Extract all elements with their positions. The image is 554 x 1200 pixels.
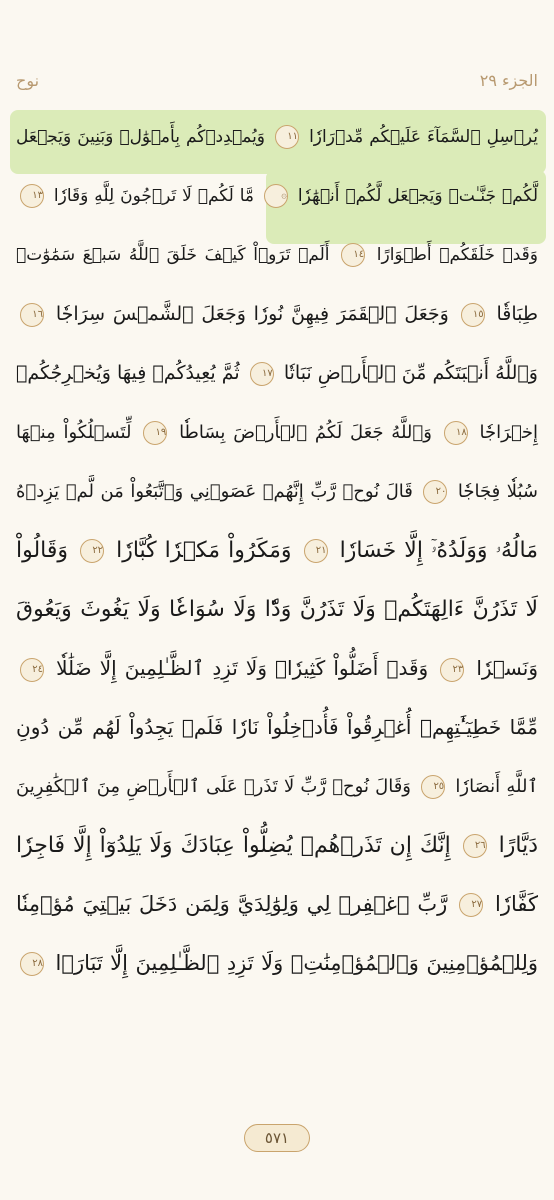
verse-text: سُبُلٗا فِجَاجٗا bbox=[457, 481, 538, 502]
verse-text: وَقَالُواْ bbox=[16, 538, 69, 563]
text-line[interactable] bbox=[16, 875, 538, 934]
verse-text: كَفَّارٗا bbox=[494, 892, 538, 916]
verse-text: وَمَكَرُواْ مَكۡرٗا كُبَّارٗا bbox=[116, 538, 292, 563]
text-line[interactable] bbox=[16, 108, 538, 167]
verse-text: ٱللَّهِ أَنصَارٗا bbox=[455, 776, 538, 797]
text-line[interactable] bbox=[16, 816, 538, 875]
verse-end-marker: ١٨ bbox=[444, 421, 468, 445]
verse-text: مَّا لَكُمۡ لَا تَرۡجُونَ لِلَّهِ وَقَارٗا bbox=[53, 186, 255, 206]
verse-end-marker: ١٧ bbox=[250, 362, 274, 386]
page-header bbox=[16, 66, 538, 94]
verse-end-marker: ٢٤ bbox=[20, 658, 44, 682]
verse-text: وَقَالَ نُوحٞ رَّبِّ لَا تَذَرۡ عَلَى ٱلۡأَرۡضِ مِنَ ٱلۡكَٰفِرِينَ bbox=[16, 776, 411, 797]
verse-text: دَيَّارًا bbox=[498, 833, 538, 858]
text-line[interactable] bbox=[16, 521, 538, 580]
text-line[interactable] bbox=[16, 226, 538, 285]
verse-text: يُرۡسِلِ ٱلسَّمَآءَ عَلَيۡكُم مِّدۡرَارٗا bbox=[309, 127, 539, 147]
verse-text: أَلَمۡ تَرَوۡاْ كَيۡفَ خَلَقَ ٱللَّهُ سَبۡعَ سَمَٰوَٰتٖ bbox=[16, 245, 330, 265]
verse-text: مِّمَّا خَطِيٓـَٰٔتِهِمۡ أُغۡرِقُواْ فَأُدۡخِلُواْ نَارٗا فَلَمۡ يَجِدُواْ لَهُم مِّن دُونِ bbox=[16, 715, 538, 739]
text-line[interactable] bbox=[16, 580, 538, 639]
verse-end-marker: ٢٢ bbox=[80, 539, 104, 563]
text-line[interactable] bbox=[16, 698, 538, 757]
page-number: ٥٧١ bbox=[244, 1124, 310, 1152]
verse-text: إِخۡرَاجٗا bbox=[479, 422, 538, 443]
verse-end-marker: ٢٠ bbox=[423, 480, 447, 504]
verse-text: وَٱللَّهُ أَنۢبَتَكُم مِّنَ ٱلۡأَرۡضِ نَبَاتٗا bbox=[283, 362, 538, 384]
text-line[interactable] bbox=[16, 757, 538, 816]
verse-end-marker: ٢٨ bbox=[20, 952, 44, 976]
verse-text: وَجَعَلَ ٱلۡقَمَرَ فِيهِنَّ نُورٗا وَجَعَلَ ٱلشَّمۡسَ سِرَاجٗا bbox=[55, 303, 449, 325]
text-line[interactable] bbox=[16, 934, 538, 993]
verse-text: وَلِلۡمُؤۡمِنِينَ وَٱلۡمُؤۡمِنَٰتِۖ وَلَا تَزِدِ ٱلظَّـٰلِمِينَ إِلَّا تَبَارَۢا bbox=[55, 951, 538, 975]
text-line[interactable] bbox=[16, 285, 538, 344]
verse-text: لَّكُمۡ جَنَّـٰتٖ وَيَجۡعَل لَّكُمۡ أَنۡهَٰرٗا bbox=[297, 186, 539, 206]
verse-text: إِنَّكَ إِن تَذَرۡهُمۡ يُضِلُّواْ عِبَادَكَ وَلَا يَلِدُوٓاْ إِلَّا فَاجِرٗا bbox=[16, 833, 451, 858]
verse-text: وَقَدۡ أَضَلُّواْ كَثِيرٗاۖ وَلَا تَزِدِ ٱلظَّـٰلِمِينَ إِلَّا ضَلَٰلٗا bbox=[56, 656, 429, 680]
verse-end-marker: ٢٥ bbox=[421, 775, 445, 799]
surah-name: نوح bbox=[16, 70, 40, 90]
text-line[interactable] bbox=[16, 639, 538, 698]
text-line[interactable] bbox=[16, 167, 538, 226]
verse-text: مَالُهُۥ وَوَلَدُهُۥٓ إِلَّا خَسَارٗا bbox=[339, 538, 538, 563]
verse-end-marker: ١٦ bbox=[20, 303, 44, 327]
juz-label: الجزء ٢٩ bbox=[479, 70, 538, 90]
verse-text: طِبَاقٗا bbox=[496, 303, 538, 325]
verse-end-marker: ١٤ bbox=[341, 243, 365, 267]
verse-end-marker: ١١ bbox=[275, 125, 299, 149]
verse-text: وَقَدۡ خَلَقَكُمۡ أَطۡوَارًا bbox=[376, 245, 538, 265]
verse-text: وَيُمۡدِدۡكُم بِأَمۡوَٰلٖ وَبَنِينَ وَيَجۡعَل bbox=[16, 127, 266, 147]
verse-end-marker: ٢١ bbox=[304, 539, 328, 563]
verse-text: ثُمَّ يُعِيدُكُمۡ فِيهَا وَيُخۡرِجُكُمۡ bbox=[16, 362, 240, 384]
verse-end-marker: ٢٦ bbox=[463, 834, 487, 858]
verse-text: قَالَ نُوحٞ رَّبِّ إِنَّهُمۡ عَصَوۡنِي وَٱتَّبَعُواْ مَن لَّمۡ يَزِدۡهُ bbox=[16, 481, 413, 502]
verse-text: رَّبِّ ٱغۡفِرۡ لِي وَلِوَٰلِدَيَّ وَلِمَن دَخَلَ بَيۡتِيَ مُؤۡمِنٗا bbox=[16, 892, 448, 916]
verse-text: وَٱللَّهُ جَعَلَ لَكُمُ ٱلۡأَرۡضَ بِسَاطٗا bbox=[179, 422, 432, 443]
text-line[interactable] bbox=[16, 403, 538, 462]
verse-end-marker: ١٣ bbox=[20, 184, 44, 208]
verse-text: لِّتَسۡلُكُواْ مِنۡهَا bbox=[16, 422, 132, 443]
quran-text bbox=[16, 108, 538, 993]
verse-end-marker: ٢٣ bbox=[440, 658, 464, 682]
verse-text: وَنَسۡرٗا bbox=[476, 656, 538, 680]
text-line[interactable] bbox=[16, 462, 538, 521]
verse-end-marker: ٢٧ bbox=[459, 893, 483, 917]
verse-text: لَا تَذَرُنَّ ءَالِهَتَكُمۡ وَلَا تَذَرُنَّ وَدّٗا وَلَا سُوَاعٗا وَلَا يَغُوثَ وَيَعُوقَ bbox=[16, 597, 538, 622]
text-line[interactable] bbox=[16, 344, 538, 403]
verse-end-marker: ١٥ bbox=[461, 303, 485, 327]
top-bar bbox=[0, 0, 554, 60]
hizb-marker: ۞ bbox=[264, 184, 288, 208]
verse-end-marker: ١٩ bbox=[143, 421, 167, 445]
